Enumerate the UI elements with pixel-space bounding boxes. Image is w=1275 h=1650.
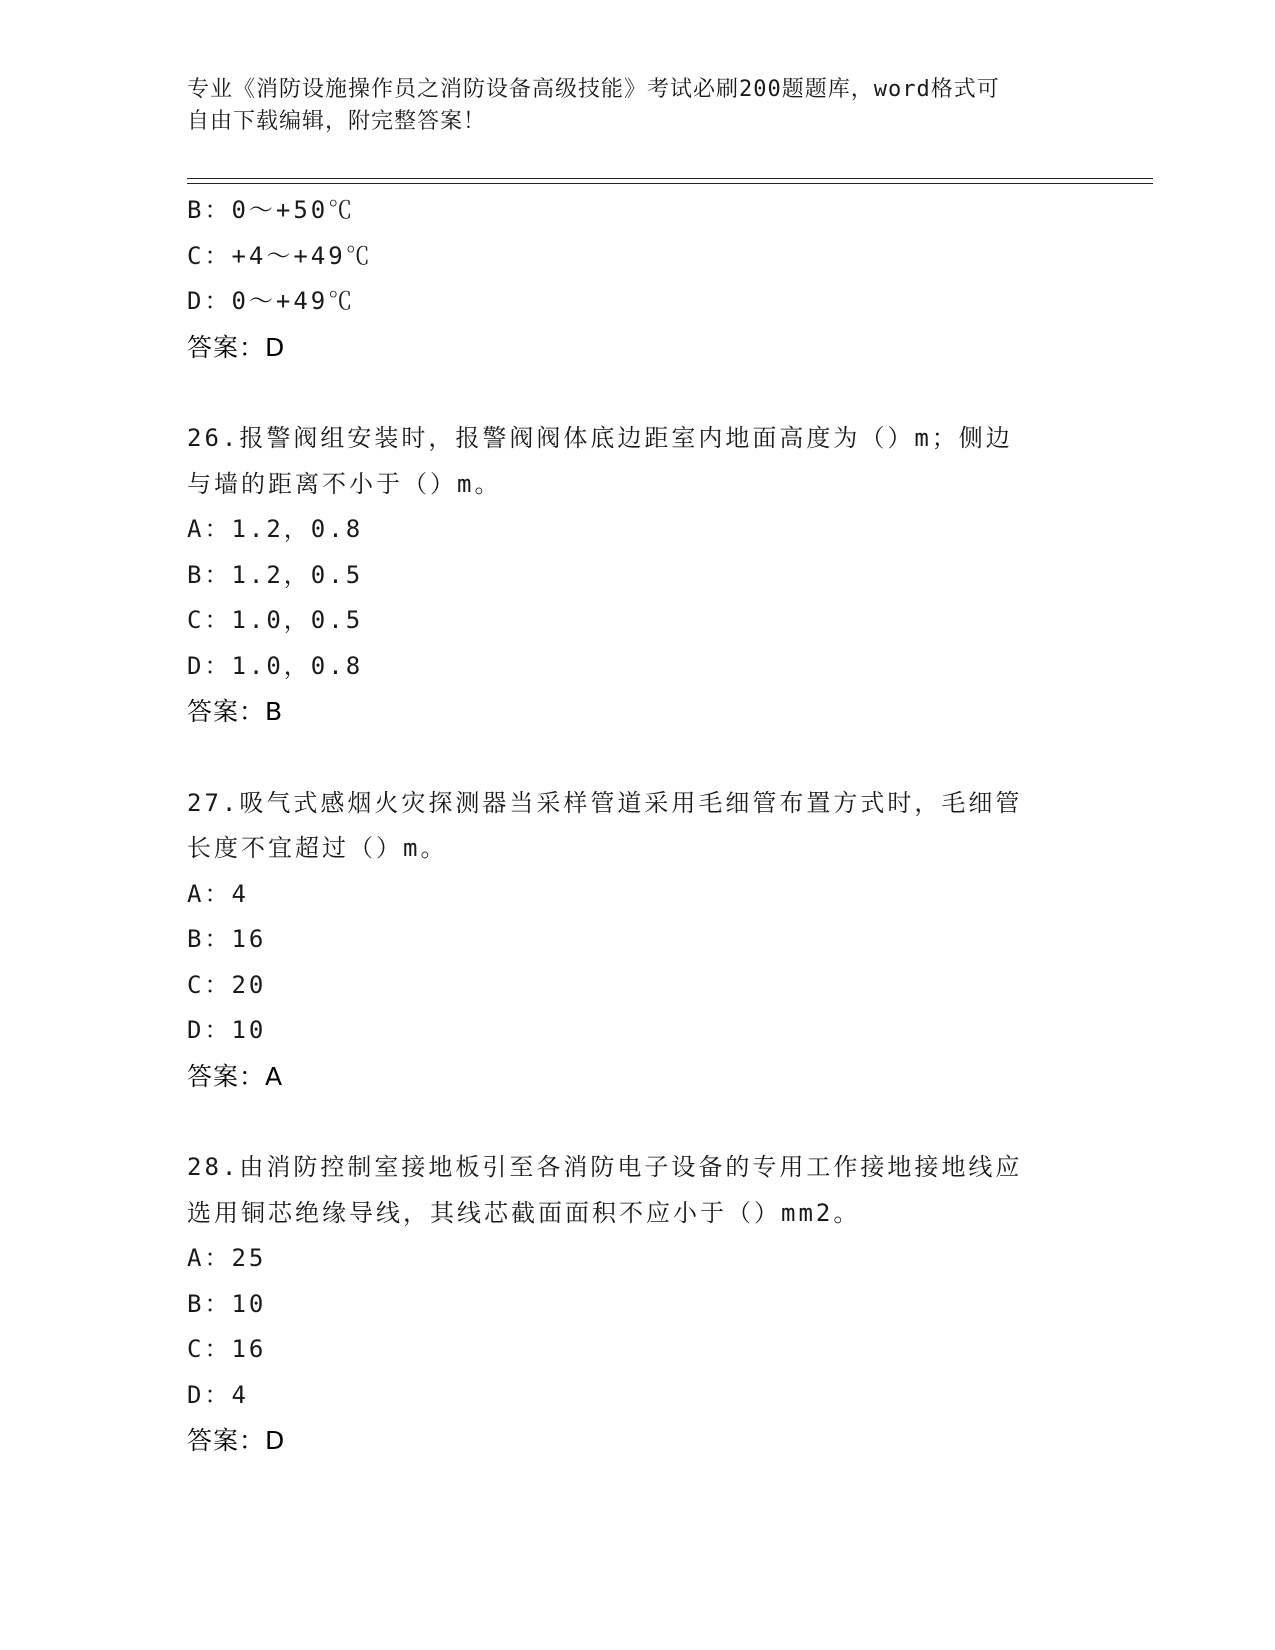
question-stem-line-2: 长度不宜超过（）m。 [187, 834, 448, 862]
question-26 [187, 416, 1087, 735]
answer-label: 答案：D [187, 332, 286, 362]
answer-label: 答案：A [187, 1061, 284, 1091]
option-d: D：0～+49℃ [187, 287, 356, 315]
option-c: C：1.0，0.5 [187, 606, 364, 634]
option-b: B：1.2，0.5 [187, 560, 364, 589]
question-25 [187, 188, 1087, 370]
option-a: A：4 [187, 879, 249, 908]
question-stem-line-2: 选用铜芯绝缘导线，其线芯截面面积不应小于（）mm2。 [187, 1198, 861, 1227]
option-d: D：1.0，0.8 [187, 651, 364, 680]
question-stem-line-1: 26.报警阀组安装时，报警阀阀体底边距室内地面高度为（）m；侧边 [187, 424, 1013, 452]
question-28 [187, 1145, 1087, 1464]
option-b: B：10 [187, 1289, 267, 1318]
option-c: C：+4～+49℃ [187, 241, 373, 270]
header-title-line-2: 自由下载编辑，附完整答案！ [187, 109, 487, 134]
option-d: D：10 [187, 1016, 267, 1044]
option-c: C：20 [187, 970, 267, 999]
header-title-line-1: 专业《消防设施操作员之消防设备高级技能》考试必刷200题题库，word格式可 [187, 77, 1000, 102]
option-b: B：0～+50℃ [187, 196, 356, 224]
option-d: D：4 [187, 1380, 249, 1409]
answer-label: 答案：B [187, 697, 284, 726]
option-c: C：16 [187, 1335, 267, 1363]
question-27 [187, 781, 1087, 1100]
question-list [187, 188, 1087, 1464]
header-divider-top [187, 178, 1153, 179]
question-stem-line-1: 27.吸气式感烟火灾探测器当采样管道采用毛细管布置方式时，毛细管 [187, 788, 1023, 817]
document-header [187, 74, 1067, 138]
option-a: A：25 [187, 1244, 267, 1272]
question-stem-line-2: 与墙的距离不小于（）m。 [187, 469, 502, 498]
question-stem-line-1: 28.由消防控制室接地板引至各消防电子设备的专用工作接地接地线应 [187, 1153, 1023, 1181]
answer-label: 答案：D [187, 1426, 286, 1455]
option-b: B：16 [187, 925, 267, 953]
option-a: A：1.2，0.8 [187, 515, 364, 543]
header-divider-bottom [187, 183, 1153, 184]
